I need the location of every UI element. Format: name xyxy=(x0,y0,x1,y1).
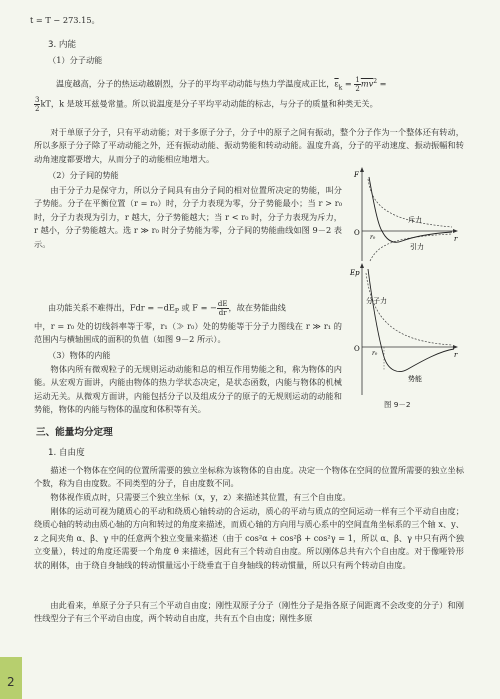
page-number: 2 xyxy=(7,675,15,689)
force-r0-label: r₀ xyxy=(370,234,376,241)
force-y-arrow xyxy=(360,167,364,172)
potential-Ep-label: Ep xyxy=(350,269,360,277)
potential-r0-label: r₀ xyxy=(372,350,378,357)
top-formula: t = T − 273.15。 xyxy=(30,15,100,25)
molecular-force-label: 分子力 xyxy=(366,297,387,305)
force-origin-label: O xyxy=(354,229,360,237)
repulsion-label: 斥力 xyxy=(408,216,422,224)
potential-origin-label: O xyxy=(354,345,360,353)
force-F-label: F xyxy=(354,171,359,179)
subsection-3-title: （3）物体的内能 xyxy=(48,350,111,360)
page-number-tab xyxy=(0,657,22,699)
potential-energy-label: 势能 xyxy=(408,375,422,383)
net-force-curve xyxy=(369,177,452,242)
paragraph-1-line-2: $\frac{3}{2}$ kT，k 是玻耳兹曼常量。所以说温度是分子平均平动动能的标志，与分子的质量和种类无关。 xyxy=(35,96,378,113)
figure-caption: 图 9－2 xyxy=(384,400,411,409)
paragraph-5: 物体内所有微观粒子的无规则运动动能和总的相互作用势能之和，称为物体的内能。从宏观方面讲，内能由物体的热力学状态决定，是状态函数，内能与物体的机械运动无关。从微观方面讲，内能包括分子以及组成分子的原子的无规则运动的动能和势能，物体的内能与物体的温度和体积等有关。 xyxy=(34,364,342,415)
subsection-degrees-of-freedom: 1. 自由度 xyxy=(48,448,85,458)
subsection-1-title: （1）分子动能 xyxy=(48,55,103,65)
fraction-dEp-dr: $\frac{dE}{dr}$ xyxy=(217,300,228,317)
potential-x-arrow xyxy=(453,345,458,349)
paragraph-3: 由于分子力是保守力，所以分子间具有由分子间的相对位置所决定的势能，叫分子势能。分子在平衡位置（r = r₀）时，分子力表现为零，分子势能最小；当 r > r₀ 时，分子力表现为引力，r 越大，分子势能越大；当 r < r₀ 时，分子力表现为斥力，r 越小，分子势能越大。选 r ≫ r₀ 时分子势能为零，分子间的势能曲线如图 9－2 表示。 xyxy=(34,185,342,249)
subsection-2-title: （2）分子间的势能 xyxy=(48,170,119,180)
paragraph-7: 物体视作质点时，只需要三个独立坐标（x，y，z）来描述其位置，有三个自由度。 xyxy=(50,492,351,502)
section-3-title: 3. 内能 xyxy=(48,40,77,50)
potential-y-arrow xyxy=(360,263,364,268)
force-r-label: r xyxy=(454,235,458,243)
paragraph-4-line-1: 由功能关系不难得出，Fdr = $-dE_P$ 或 F = − $\frac{dE}{dr}$ ，故在势能曲线 xyxy=(48,300,286,317)
paragraph-8: 刚体的运动可视为随质心的平动和绕质心轴转动的合运动，质心的平动与质点的空间运动一样有三个平动自由度；绕质心轴的转动由质心轴的方向和转过的角度来描述，而质心轴的方向用与质心系中的空间直角坐标系的三个轴 x、y、z 之间夹角 α、β、γ 中的任意两个独立变量来描述（由于 cos²α + cos²β + cos²γ = 1，所以 α、β、γ 中只有两个独立变量），转过的角度还需要一个角度 θ 来描述，因此有三个转动自由度。所以刚体总共有六个自由度。对于像哑铃形状的刚体，由于绕自身轴线的转动惯量远小于绕垂直于自身轴线的转动惯量，所以只有两个转动自由度。 xyxy=(34,506,464,570)
potential-r-label: r xyxy=(454,351,458,359)
paragraph-4-rest: 中，r = r₀ 处的切线斜率等于零，r₁（≫ r₀）处的势能等于分子力图线在 r ≫ r₁ 的范围内与横轴围成的面积的负值（如图 9－2 所示）。 xyxy=(34,321,342,345)
paragraph-6: 描述一个物体在空间的位置所需要的独立坐标称为该物体的自由度。决定一个物体在空间的位置所需要的独立坐标个数，称为自由度数。不同类型的分子，自由度数不同。 xyxy=(34,465,464,489)
figure-9-2 xyxy=(348,165,460,405)
force-x-arrow xyxy=(453,229,458,233)
paragraph-2: 对于单原子分子，只有平动动能；对于多原子分子，分子中的原子之间有振动，整个分子作为一个整体还有转动，所以多原子分子除了平动动能之外，还有振动动能、振动势能和转动动能。温度升高，分子的平动速度、振动振幅和转动角速度都要增大，从而分子的动能相应地增大。 xyxy=(34,127,464,164)
fraction-three-halves: $\frac{3}{2}$ xyxy=(35,96,40,113)
paragraph-1-line-1: 温度越高，分子的热运动越剧烈，分子的平均平动动能与热力学温度成正比，$\overline{\varepsilon}_k$ = $\frac{1}{2}$ $\overline{mv}^2$ = xyxy=(56,76,387,94)
paragraph-9: 由此看来，单原子分子只有三个平动自由度；刚性双原子分子（刚性分子是指各原子间距离不会改变的分子）和刚性线型分子有三个平动自由度，两个转动自由度，共有五个自由度；刚性多原 xyxy=(34,600,464,624)
section-three-title: 三、能量均分定理 xyxy=(36,427,113,438)
fraction-one-half: $\frac{1}{2}$ xyxy=(355,76,360,94)
attraction-label: 引力 xyxy=(410,243,424,251)
potential-curve xyxy=(368,269,454,372)
